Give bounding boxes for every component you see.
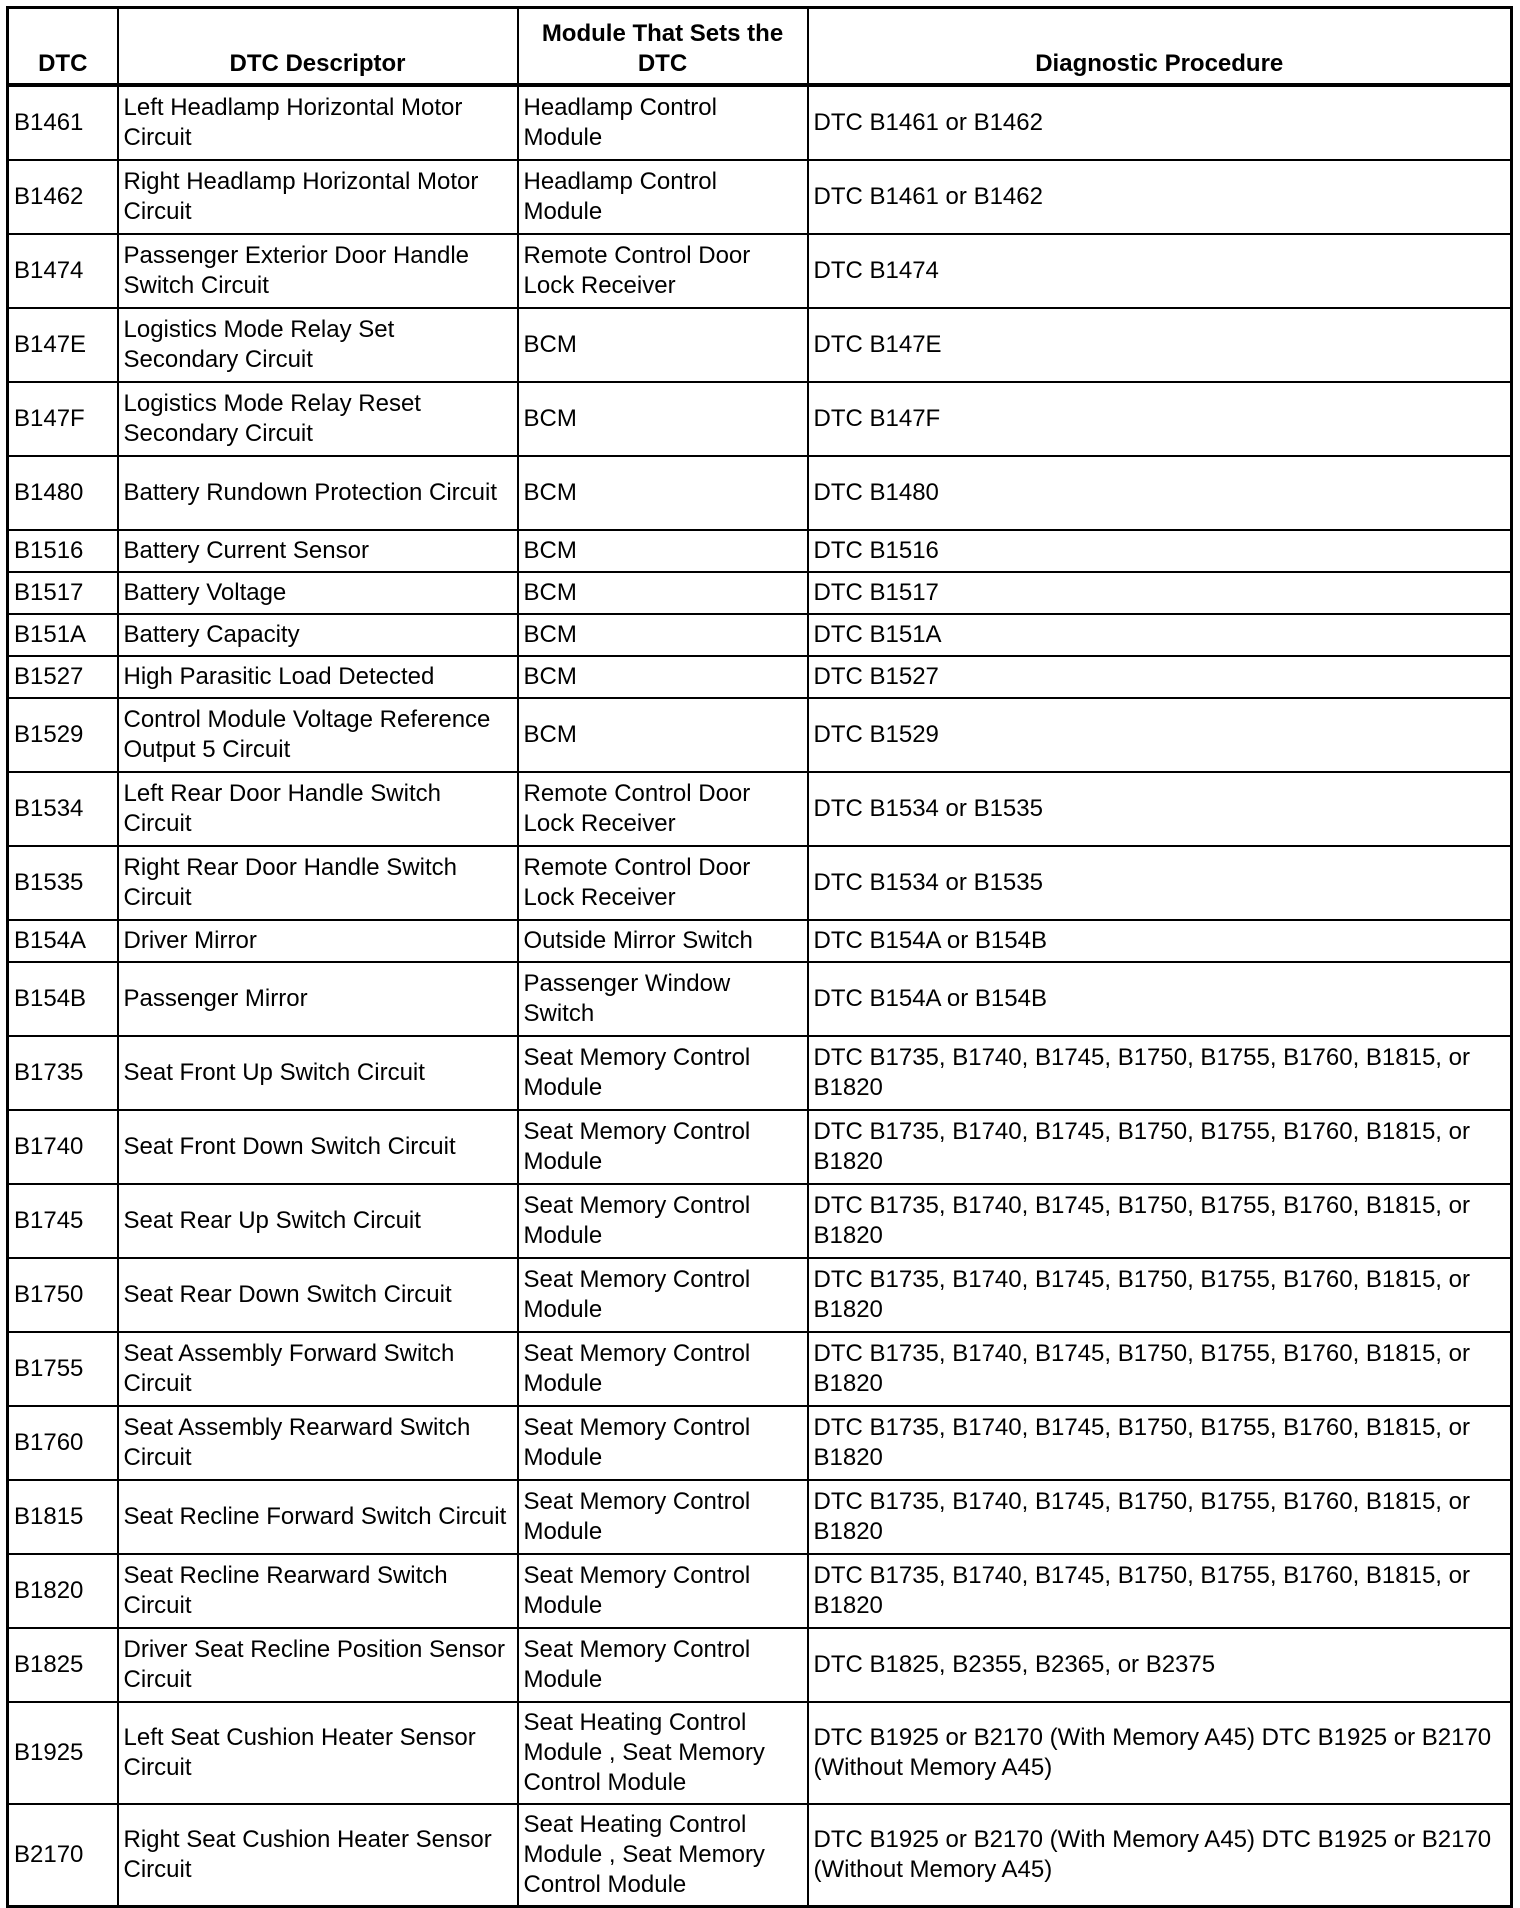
cell-procedure: DTC B1735, B1740, B1745, B1750, B1755, B1760, B1815, or B1820 (808, 1332, 1512, 1406)
table-row (8, 234, 1512, 308)
table-row (8, 456, 1512, 530)
header-module: Module That Sets the DTC (518, 8, 808, 86)
table-row (8, 530, 1512, 572)
table-row (8, 1036, 1512, 1110)
cell-procedure: DTC B1534 or B1535 (808, 772, 1512, 846)
table-row (8, 85, 1512, 160)
cell-descriptor: Seat Rear Up Switch Circuit (118, 1184, 518, 1258)
table-row (8, 1184, 1512, 1258)
cell-descriptor: Battery Rundown Protection Circuit (118, 456, 518, 530)
cell-dtc: B1527 (8, 656, 118, 698)
cell-descriptor: Seat Recline Forward Switch Circuit (118, 1480, 518, 1554)
cell-procedure: DTC B1735, B1740, B1745, B1750, B1755, B1760, B1815, or B1820 (808, 1554, 1512, 1628)
cell-descriptor: Logistics Mode Relay Set Secondary Circuit (118, 308, 518, 382)
cell-descriptor: Logistics Mode Relay Reset Secondary Circuit (118, 382, 518, 456)
cell-descriptor: Driver Seat Recline Position Sensor Circuit (118, 1628, 518, 1702)
cell-module: Seat Memory Control Module (518, 1110, 808, 1184)
cell-procedure: DTC B1735, B1740, B1745, B1750, B1755, B1760, B1815, or B1820 (808, 1258, 1512, 1332)
header-descriptor: DTC Descriptor (118, 8, 518, 86)
cell-module: Seat Memory Control Module (518, 1184, 808, 1258)
cell-procedure: DTC B1925 or B2170 (With Memory A45) DTC B1925 or B2170 (Without Memory A45) (808, 1702, 1512, 1804)
table-header (8, 8, 1512, 86)
cell-module: Seat Heating Control Module , Seat Memory Control Module (518, 1804, 808, 1907)
cell-dtc: B147E (8, 308, 118, 382)
cell-module: Headlamp Control Module (518, 160, 808, 234)
dtc-table (6, 6, 1513, 1908)
table-row (8, 698, 1512, 772)
cell-procedure: DTC B1735, B1740, B1745, B1750, B1755, B1760, B1815, or B1820 (808, 1110, 1512, 1184)
cell-dtc: B1815 (8, 1480, 118, 1554)
cell-dtc: B1925 (8, 1702, 118, 1804)
cell-dtc: B1529 (8, 698, 118, 772)
table-row (8, 1480, 1512, 1554)
table-row (8, 1804, 1512, 1907)
cell-descriptor: Driver Mirror (118, 920, 518, 962)
table-row (8, 846, 1512, 920)
cell-dtc: B1735 (8, 1036, 118, 1110)
cell-dtc: B1474 (8, 234, 118, 308)
cell-module: BCM (518, 530, 808, 572)
cell-procedure: DTC B1516 (808, 530, 1512, 572)
header-procedure: Diagnostic Procedure (808, 8, 1512, 86)
cell-module: BCM (518, 614, 808, 656)
cell-module: Remote Control Door Lock Receiver (518, 846, 808, 920)
cell-dtc: B1534 (8, 772, 118, 846)
cell-dtc: B1461 (8, 85, 118, 160)
cell-procedure: DTC B1825, B2355, B2365, or B2375 (808, 1628, 1512, 1702)
cell-procedure: DTC B1474 (808, 234, 1512, 308)
cell-procedure: DTC B1925 or B2170 (With Memory A45) DTC B1925 or B2170 (Without Memory A45) (808, 1804, 1512, 1907)
cell-dtc: B1825 (8, 1628, 118, 1702)
table-row (8, 1110, 1512, 1184)
table-row (8, 656, 1512, 698)
cell-procedure: DTC B1735, B1740, B1745, B1750, B1755, B1760, B1815, or B1820 (808, 1184, 1512, 1258)
cell-module: Headlamp Control Module (518, 85, 808, 160)
cell-module: Remote Control Door Lock Receiver (518, 234, 808, 308)
table-row (8, 614, 1512, 656)
cell-dtc: B154B (8, 962, 118, 1036)
cell-procedure: DTC B151A (808, 614, 1512, 656)
table-row (8, 1258, 1512, 1332)
cell-dtc: B1740 (8, 1110, 118, 1184)
cell-module: BCM (518, 382, 808, 456)
cell-descriptor: Seat Rear Down Switch Circuit (118, 1258, 518, 1332)
cell-dtc: B154A (8, 920, 118, 962)
cell-descriptor: Left Rear Door Handle Switch Circuit (118, 772, 518, 846)
table-row (8, 1332, 1512, 1406)
cell-procedure: DTC B1735, B1740, B1745, B1750, B1755, B1760, B1815, or B1820 (808, 1406, 1512, 1480)
cell-procedure: DTC B154A or B154B (808, 920, 1512, 962)
cell-descriptor: Battery Current Sensor (118, 530, 518, 572)
cell-procedure: DTC B1480 (808, 456, 1512, 530)
cell-descriptor: Right Headlamp Horizontal Motor Circuit (118, 160, 518, 234)
table-row (8, 160, 1512, 234)
cell-procedure: DTC B1735, B1740, B1745, B1750, B1755, B1760, B1815, or B1820 (808, 1480, 1512, 1554)
cell-dtc: B147F (8, 382, 118, 456)
cell-module: Seat Memory Control Module (518, 1480, 808, 1554)
cell-descriptor: Seat Front Down Switch Circuit (118, 1110, 518, 1184)
cell-procedure: DTC B154A or B154B (808, 962, 1512, 1036)
cell-module: BCM (518, 572, 808, 614)
cell-procedure: DTC B1461 or B1462 (808, 85, 1512, 160)
cell-descriptor: Control Module Voltage Reference Output 5 Circuit (118, 698, 518, 772)
table-row (8, 1702, 1512, 1804)
cell-descriptor: Battery Capacity (118, 614, 518, 656)
cell-descriptor: High Parasitic Load Detected (118, 656, 518, 698)
cell-procedure: DTC B1461 or B1462 (808, 160, 1512, 234)
cell-procedure: DTC B147E (808, 308, 1512, 382)
cell-descriptor: Passenger Mirror (118, 962, 518, 1036)
cell-descriptor: Seat Assembly Forward Switch Circuit (118, 1332, 518, 1406)
cell-descriptor: Seat Assembly Rearward Switch Circuit (118, 1406, 518, 1480)
cell-dtc: B151A (8, 614, 118, 656)
cell-module: BCM (518, 456, 808, 530)
cell-module: Seat Memory Control Module (518, 1036, 808, 1110)
header-dtc: DTC (8, 8, 118, 86)
cell-descriptor: Seat Recline Rearward Switch Circuit (118, 1554, 518, 1628)
cell-dtc: B1745 (8, 1184, 118, 1258)
cell-dtc: B1755 (8, 1332, 118, 1406)
cell-dtc: B1760 (8, 1406, 118, 1480)
table-row (8, 920, 1512, 962)
cell-procedure: DTC B147F (808, 382, 1512, 456)
dtc-table-sheet (6, 6, 1510, 1908)
cell-procedure: DTC B1735, B1740, B1745, B1750, B1755, B1760, B1815, or B1820 (808, 1036, 1512, 1110)
cell-module: Passenger Window Switch (518, 962, 808, 1036)
cell-module: Seat Memory Control Module (518, 1258, 808, 1332)
cell-descriptor: Seat Front Up Switch Circuit (118, 1036, 518, 1110)
header-row (8, 8, 1512, 86)
cell-descriptor: Battery Voltage (118, 572, 518, 614)
cell-procedure: DTC B1529 (808, 698, 1512, 772)
cell-module: Seat Memory Control Module (518, 1332, 808, 1406)
cell-dtc: B1462 (8, 160, 118, 234)
cell-descriptor: Right Rear Door Handle Switch Circuit (118, 846, 518, 920)
cell-descriptor: Left Seat Cushion Heater Sensor Circuit (118, 1702, 518, 1804)
cell-dtc: B1516 (8, 530, 118, 572)
cell-dtc: B2170 (8, 1804, 118, 1907)
cell-procedure: DTC B1534 or B1535 (808, 846, 1512, 920)
cell-module: Outside Mirror Switch (518, 920, 808, 962)
table-row (8, 1554, 1512, 1628)
cell-module: Seat Memory Control Module (518, 1628, 808, 1702)
cell-dtc: B1535 (8, 846, 118, 920)
cell-dtc: B1750 (8, 1258, 118, 1332)
cell-module: BCM (518, 656, 808, 698)
table-row (8, 382, 1512, 456)
table-row (8, 1406, 1512, 1480)
cell-descriptor: Right Seat Cushion Heater Sensor Circuit (118, 1804, 518, 1907)
cell-descriptor: Left Headlamp Horizontal Motor Circuit (118, 85, 518, 160)
cell-procedure: DTC B1517 (808, 572, 1512, 614)
cell-module: Remote Control Door Lock Receiver (518, 772, 808, 846)
cell-procedure: DTC B1527 (808, 656, 1512, 698)
cell-module: Seat Memory Control Module (518, 1554, 808, 1628)
table-row (8, 772, 1512, 846)
cell-dtc: B1480 (8, 456, 118, 530)
table-body (8, 85, 1512, 1907)
table-row (8, 308, 1512, 382)
cell-module: Seat Heating Control Module , Seat Memory Control Module (518, 1702, 808, 1804)
table-row (8, 1628, 1512, 1702)
cell-module: Seat Memory Control Module (518, 1406, 808, 1480)
table-row (8, 962, 1512, 1036)
cell-module: BCM (518, 698, 808, 772)
table-row (8, 572, 1512, 614)
cell-module: BCM (518, 308, 808, 382)
cell-dtc: B1820 (8, 1554, 118, 1628)
cell-descriptor: Passenger Exterior Door Handle Switch Circuit (118, 234, 518, 308)
cell-dtc: B1517 (8, 572, 118, 614)
